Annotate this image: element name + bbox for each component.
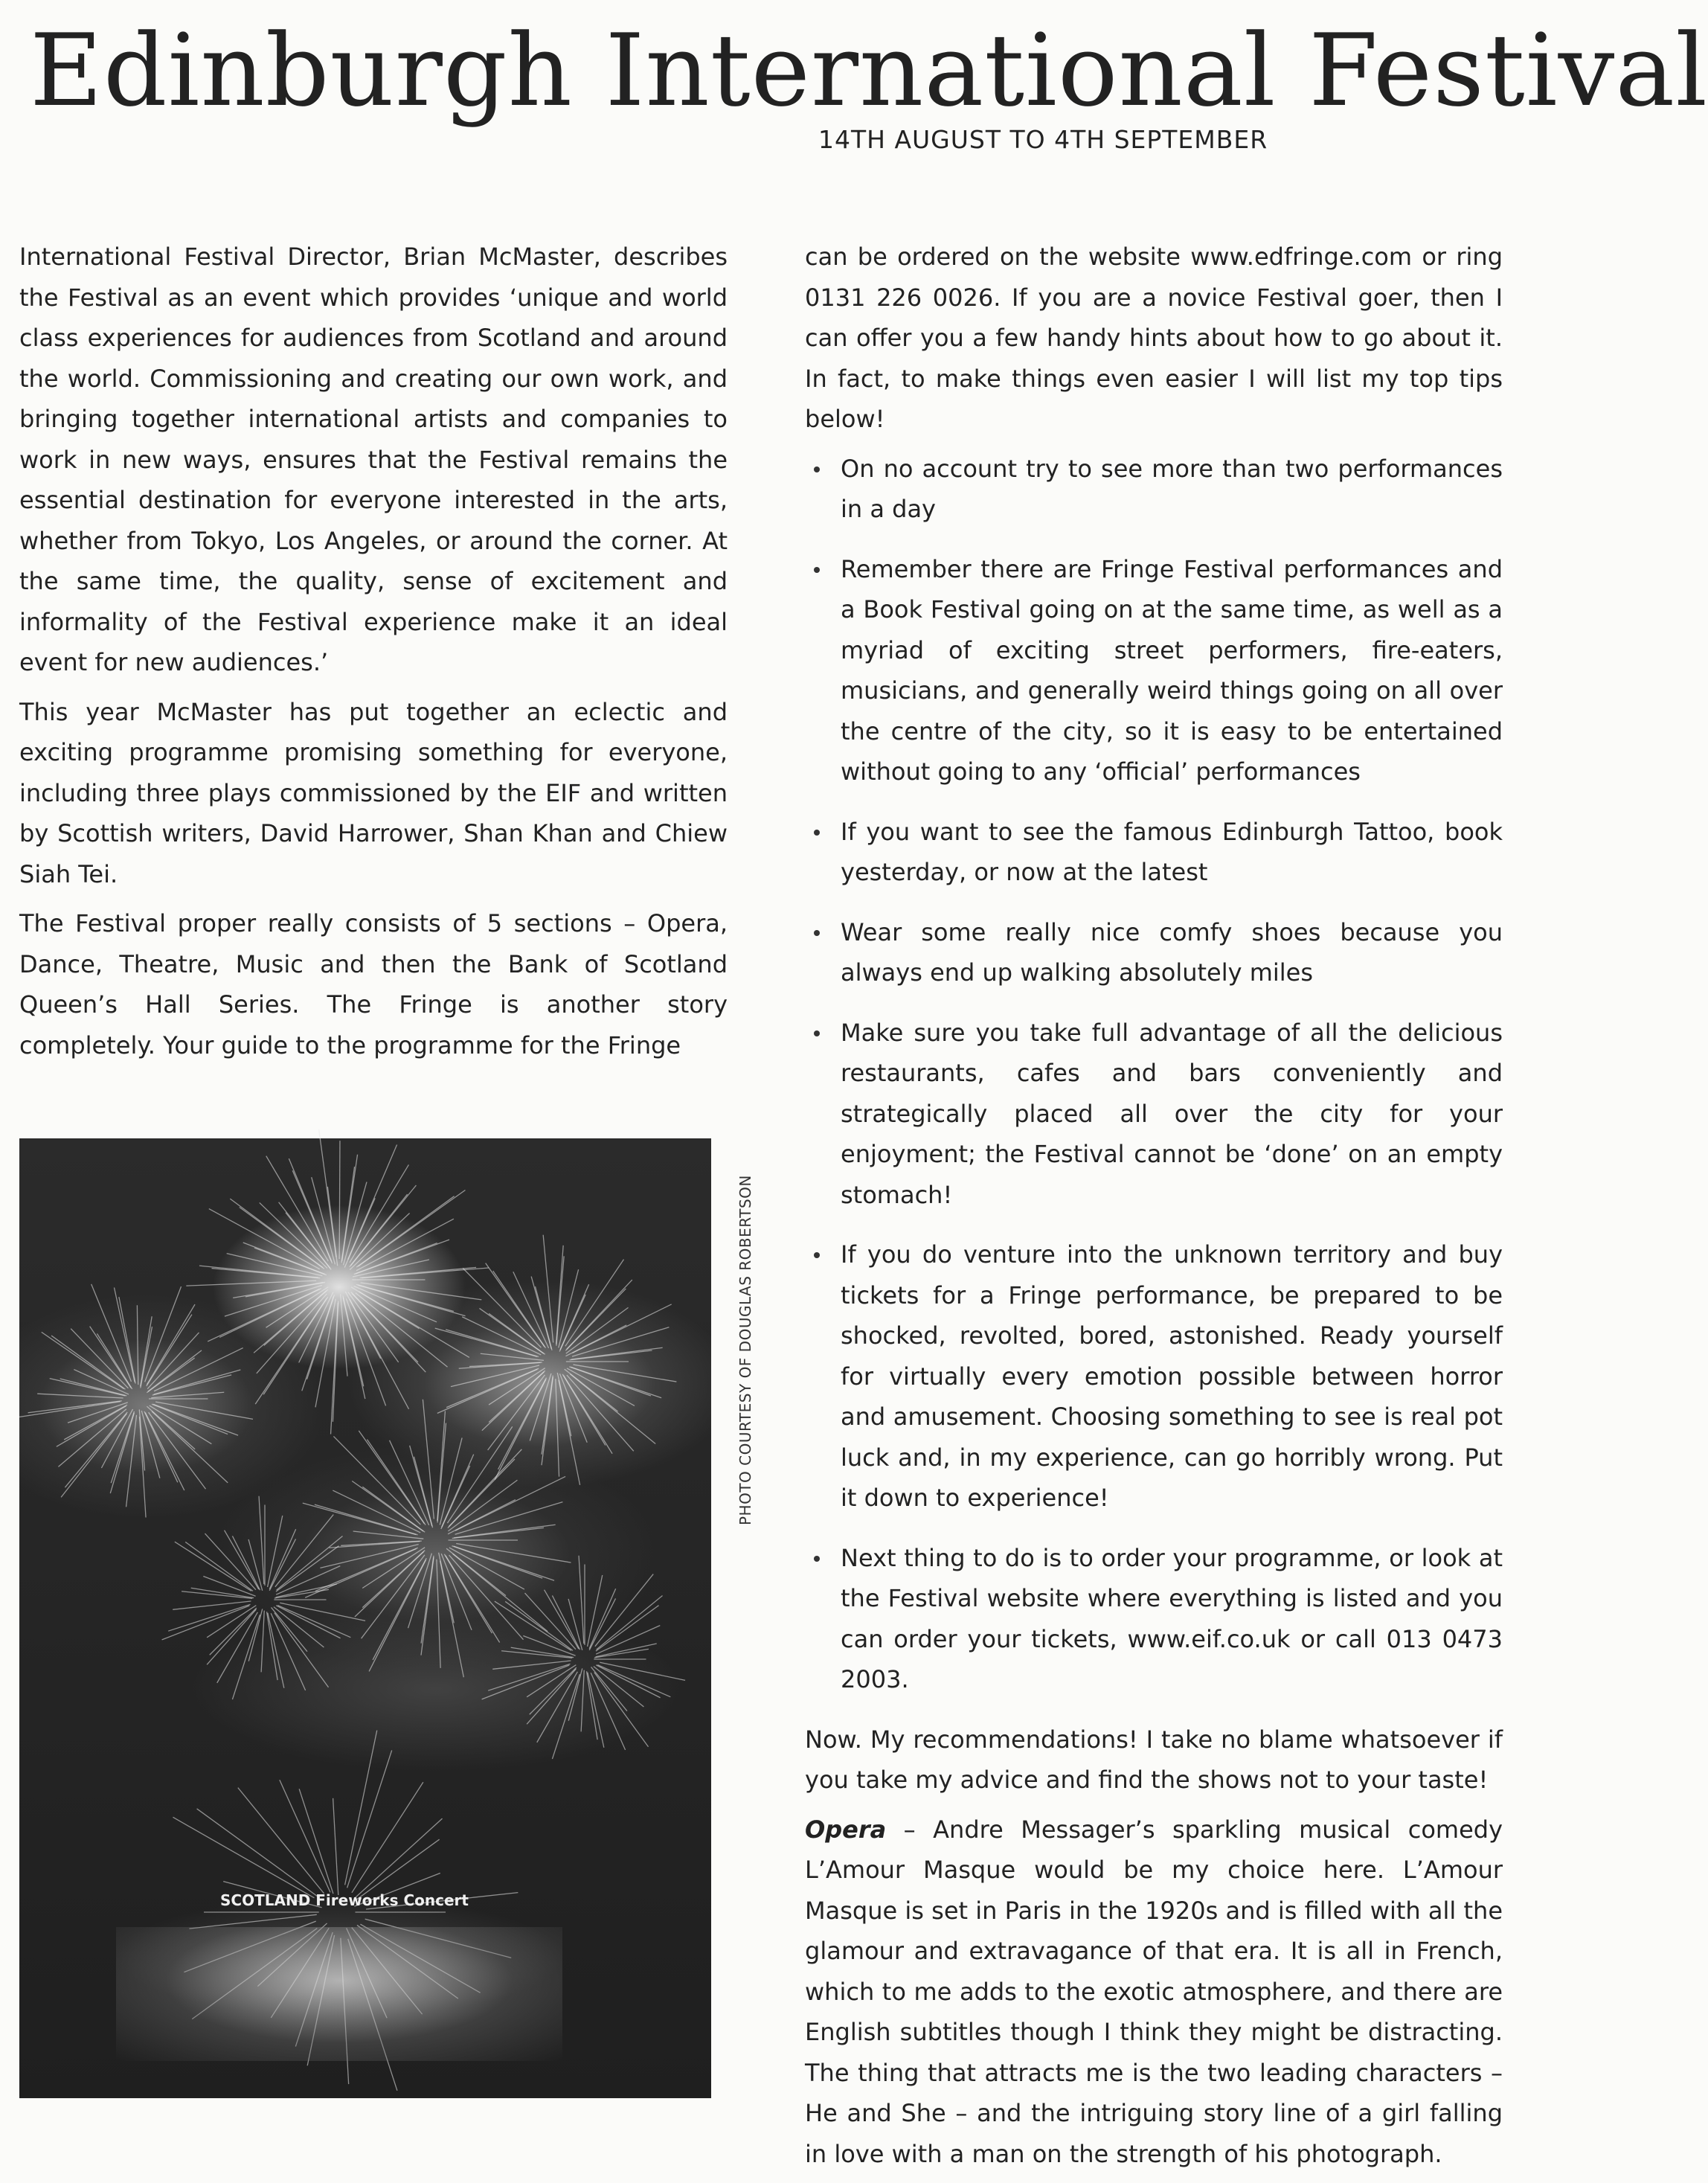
firework-burst xyxy=(482,1556,685,1759)
tip-item: If you do venture into the unknown territory and buy tickets for a Fringe performance, be prepared to be shocked, revolted, bored, astonished. Ready yourself for virtually every emotion possible between horror and amusement. Choosing something to see is real pot luck and, in my experience, can go horribly wrong. Put it down to experience! xyxy=(805,1234,1503,1519)
firework-burst xyxy=(303,1400,571,1677)
tip-item: Next thing to do is to order your programme, or look at the Festival website where everything is listed and you can order your tickets, www.eif.co.uk or call 013 0473 2003. xyxy=(805,1538,1503,1700)
fireworks-photo xyxy=(19,1138,711,2098)
festival-dates: 14TH AUGUST TO 4TH SEPTEMBER xyxy=(818,125,1268,154)
recommendations-paragraph: Now. My recommendations! I take no blame whatsoever if you take my advice and find the shows not to your taste! xyxy=(805,1725,1503,1794)
opera-heading: Opera xyxy=(805,1815,887,1844)
firework-burst xyxy=(162,1496,365,1699)
fringe-intro-paragraph: can be ordered on the website www.edfringe.com or ring 0131 226 0026. If you are a novice Festival goer, then I can offer you a few handy hints about how to go about it. In fact, to make things even easier I will list my top tips below! xyxy=(805,243,1503,433)
tips-list xyxy=(805,449,1503,1700)
sections-paragraph: The Festival proper really consists of 5 sections – Opera, Dance, Theatre, Music and then the Bank of Scotland Queen’s Hall Series. The Fringe is another story completely. Your guide to the programme for the Fringe xyxy=(19,909,728,1060)
tip-item: If you want to see the famous Edinburgh Tattoo, book yesterday, or now at the latest xyxy=(805,812,1503,893)
article-title: Edinburgh International Festival xyxy=(30,13,1708,129)
programme-paragraph: This year McMaster has put together an eclectic and exciting programme promising something for everyone, including three plays commissioned by the EIF and written by Scottish writers, David Harrower, Shan Khan and Chiew Siah Tei. xyxy=(19,697,728,888)
firework-burst xyxy=(186,1129,489,1434)
photo-credit xyxy=(722,1138,754,1525)
tip-item: On no account try to see more than two performances in a day xyxy=(805,449,1503,530)
stage-banner-text: SCOTLAND Fireworks Concert xyxy=(220,1891,469,1909)
opera-text: – Andre Messager’s sparkling musical comedy L’Amour Masque would be my choice here. L’Amour Masque is set in Paris in the 1920s and is filled with all the glamour and extravagance of that era. It is all in French, which to me adds to the exotic atmosphere, and there are English subtitles though I think they might be distracting. The thing that attracts me is the two leading characters – He and She – and the intriguing story line of a girl falling in love with a man on the strength of his photograph. xyxy=(805,1815,1503,2168)
intro-paragraph: International Festival Director, Brian McMaster, describes the Festival as an event which provides ‘unique and world class experiences for audiences from Scotland and around the world. Commissioning and creating our own work, and bringing together international artists and companies to work in new ways, ensures that the Festival remains the essential destination for everyone interested in the arts, whether from Tokyo, Los Angeles, or around the corner. At the same time, the quality, sense of excitement and informality of the Festival experience make it an ideal event for new audiences.’ xyxy=(19,243,728,676)
concert-stage xyxy=(116,1927,562,2061)
opera-paragraph xyxy=(805,1809,1503,2175)
tip-item: Remember there are Fringe Festival performances and a Book Festival going on at the same time, as well as a myriad of exciting street performers, fire-eaters, musicians, and generally weird things going on all over the centre of the city, so it is easy to be entertained without going to any ‘official’ performances xyxy=(805,549,1503,792)
right-column xyxy=(805,237,1503,2183)
left-column xyxy=(19,237,728,1074)
firework-burst xyxy=(435,1235,677,1485)
firework-burst xyxy=(19,1284,253,1518)
tip-item: Wear some really nice comfy shoes because you always end up walking absolutely miles xyxy=(805,912,1503,993)
photo-credit-text: PHOTO COURTESY OF DOUGLAS ROBERTSON xyxy=(736,1175,754,1525)
tip-item: Make sure you take full advantage of all the delicious restaurants, cafes and bars conveniently and strategically placed all over the city for your enjoyment; the Festival cannot be ‘done’ on an empty stomach! xyxy=(805,1013,1503,1216)
